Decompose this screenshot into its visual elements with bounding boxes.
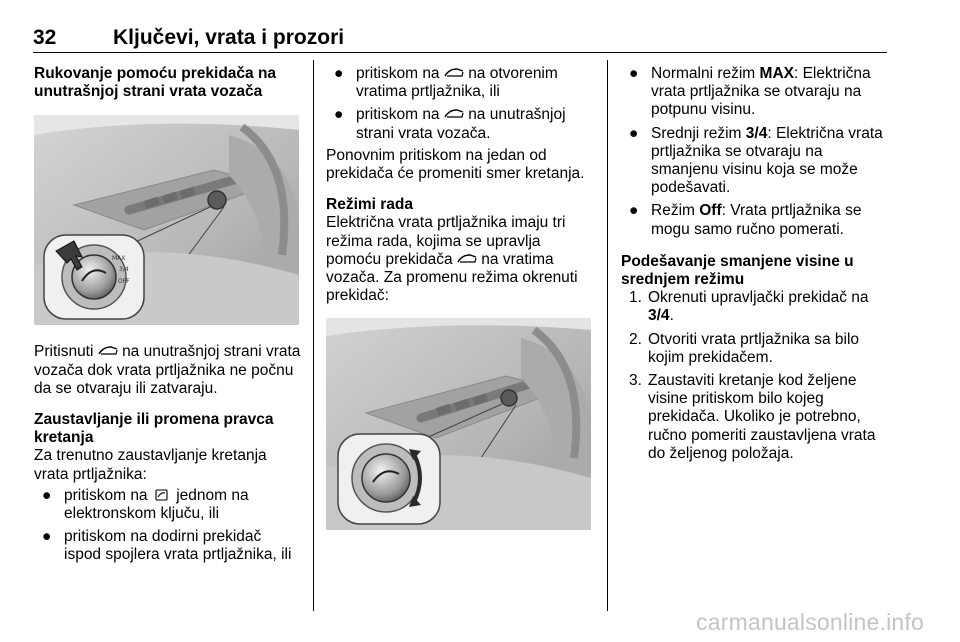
list-item: ● pritiskom na na unutrašnjoj strani vrata vozača.: [334, 106, 566, 142]
page-number: 32: [33, 26, 57, 49]
key-tailgate-icon: [152, 489, 172, 501]
section-heading: Zaustavljanje ili promena pravca kretanja: [34, 411, 274, 447]
column-2: [326, 65, 596, 530]
tailgate-icon: [444, 108, 464, 120]
column-1: [34, 65, 302, 565]
list-item: 1. Okrenuti upravljački prekidač na 3/4.: [629, 289, 869, 325]
dial-label-3-4: 3/4: [119, 266, 129, 274]
paragraph: Ponovnim pritiskom na jedan od prekidača će promeniti smer kretanja.: [326, 146, 585, 183]
column-divider: [607, 60, 608, 611]
watermark: carmanualsonline.info: [696, 609, 924, 635]
column-3: [621, 65, 893, 463]
paragraph: Električna vrata prtljažnika imaju tri režima rada, kojima se upravlja pomoću prekidača na vratima vozača. Za promenu režima okrenuti prekidač:: [326, 214, 578, 305]
list-item: ● pritiskom na dodirni prekidač ispod spojlera vrata prtljažnika, ili: [42, 528, 292, 564]
mode-switch-illustration: [326, 318, 591, 530]
list-item: ● Režim Off: Vrata prtljažnika se mogu samo ručno pomerati.: [629, 202, 862, 238]
tailgate-icon: [457, 253, 477, 265]
paragraph: Za trenutno zaustavljanje kretanja vrata prtljažnika:: [34, 447, 267, 483]
list-item: ● Normalni režim MAX: Električna vrata prtljažnika se otvaraju na potpunu visinu.: [629, 65, 871, 119]
column-divider: [313, 60, 314, 611]
door-switch-illustration: [34, 115, 299, 325]
section-heading: Podešavanje smanjene visine u srednjem režimu: [621, 252, 854, 289]
section-heading: Režimi rada: [326, 196, 414, 214]
list-item: ● pritiskom na na otvorenim vratima prtljažnika, ili: [334, 65, 558, 101]
list-item: ● pritiskom na jednom na elektronskom ključu, ili: [42, 486, 249, 523]
dial-label-off: OFF: [118, 278, 130, 286]
list-item: ● Srednji režim 3/4: Električna vrata prtljažnika se otvaraju na smanjenu visinu koja se može podešavati.: [629, 124, 883, 197]
chapter-title: Ključevi, vrata i prozori: [113, 26, 345, 49]
list-item: 3. Zaustaviti kretanje kod željene visine pritiskom bilo kojeg prekidača. Ukoliko je potrebno, ručno pomeriti zaustavljena vrata do željenog položaja.: [629, 372, 876, 462]
list-item: 2. Otvoriti vrata prtljažnika sa bilo kojim prekidačem.: [629, 330, 860, 366]
page-header: [33, 22, 887, 53]
tailgate-icon: [98, 345, 118, 357]
dial-label-max: MAX: [112, 255, 126, 263]
section-heading: Rukovanje pomoću prekidača na unutrašnjoj strani vrata vozača: [34, 65, 277, 101]
tailgate-icon: [444, 67, 464, 79]
paragraph: Pritisnuti na unutrašnjoj strani vrata vozača dok vrata prtljažnika ne počnu da se otvaraju ili zatvaraju.: [34, 343, 301, 397]
